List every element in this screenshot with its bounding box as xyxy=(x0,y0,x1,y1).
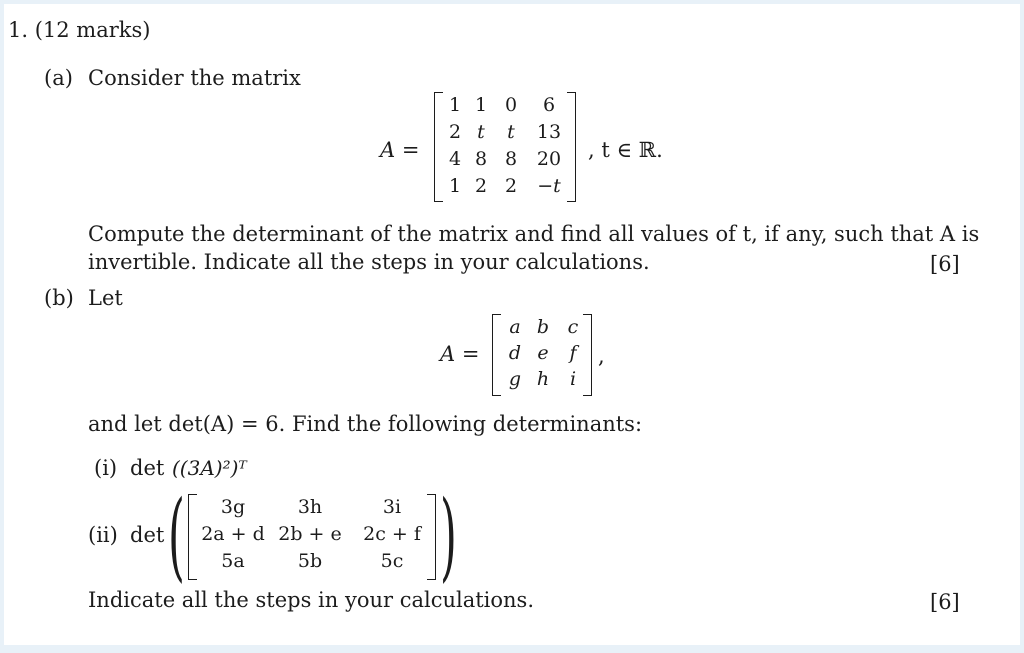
outer-right-paren: ) xyxy=(440,480,457,592)
matrix-cell: c xyxy=(567,316,579,338)
matrix-cell: 13 xyxy=(536,121,562,143)
part-b-intro: Let xyxy=(88,286,123,310)
matrix-cell: 2c + f xyxy=(363,523,421,545)
matrix-cell: 2 xyxy=(474,175,488,197)
matrix-cell: d xyxy=(508,342,522,364)
matrix-cell: t xyxy=(477,121,485,143)
matrix-cell: 2 xyxy=(504,175,518,197)
matrix-cell: t xyxy=(507,121,515,143)
item-ii-matrix xyxy=(188,494,436,580)
item-i-label: (i) xyxy=(94,456,118,480)
part-b-given: and let det(A) = 6. Find the following determinants: xyxy=(88,412,643,436)
matrix-cell: 20 xyxy=(536,148,562,170)
matrix-cell: 6 xyxy=(542,94,556,116)
part-a-task-line1: Compute the determinant of the matrix and find all values of t, if any, such that A is xyxy=(88,222,980,246)
item-ii-det: det xyxy=(130,523,165,547)
part-a-intro: Consider the matrix xyxy=(88,66,301,90)
part-b-matrix xyxy=(492,314,592,396)
item-i-det: det xyxy=(130,456,165,480)
matrix-cell: 2a + d xyxy=(201,523,265,545)
matrix-cell: b xyxy=(536,316,550,338)
part-a-marks: [6] xyxy=(930,252,960,276)
matrix-cell: 5a xyxy=(221,550,245,572)
item-ii-label: (ii) xyxy=(88,523,118,547)
matrix-cell: 8 xyxy=(504,148,518,170)
part-a-after-matrix: , t ∈ ℝ. xyxy=(588,138,663,162)
part-a-matrix xyxy=(434,92,576,202)
matrix-cell: f xyxy=(569,342,577,364)
matrix-cell: 1 xyxy=(448,94,462,116)
matrix-cell: 8 xyxy=(474,148,488,170)
left-bracket xyxy=(492,314,501,396)
matrix-cell: g xyxy=(508,368,522,390)
part-a-label: (a) xyxy=(44,66,73,90)
matrix-cell: 1 xyxy=(474,94,488,116)
part-a-matrix-name: A = xyxy=(380,138,420,162)
part-b-matrix-name: A = xyxy=(440,342,480,366)
question-heading: 1. (12 marks) xyxy=(8,18,151,42)
matrix-cell: 4 xyxy=(448,148,462,170)
left-bracket xyxy=(434,92,443,202)
part-b-label: (b) xyxy=(44,286,74,310)
matrix-cell: 2b + e xyxy=(278,523,342,545)
part-b-after-matrix: , xyxy=(598,344,605,368)
item-i-expr: ((3A)²)ᵀ xyxy=(172,456,247,480)
left-bracket xyxy=(188,494,197,580)
matrix-cell: 3h xyxy=(297,496,323,518)
matrix-cell: a xyxy=(509,316,521,338)
matrix-cell: 5c xyxy=(380,550,404,572)
matrix-cell: 1 xyxy=(448,175,462,197)
matrix-cell: i xyxy=(569,368,577,390)
outer-left-paren: ( xyxy=(168,480,185,592)
matrix-cell: e xyxy=(537,342,549,364)
matrix-cell: 0 xyxy=(504,94,518,116)
part-b-marks: [6] xyxy=(930,590,960,614)
part-a-task-line2: invertible. Indicate all the steps in your calculations. xyxy=(88,250,650,274)
matrix-cell: h xyxy=(536,368,550,390)
matrix-cell: 3i xyxy=(382,496,402,518)
part-b-closing: Indicate all the steps in your calculations. xyxy=(88,588,534,612)
matrix-cell: 5b xyxy=(297,550,323,572)
matrix-cell: −t xyxy=(537,175,561,197)
matrix-cell: 3g xyxy=(220,496,246,518)
matrix-cell: 2 xyxy=(448,121,462,143)
